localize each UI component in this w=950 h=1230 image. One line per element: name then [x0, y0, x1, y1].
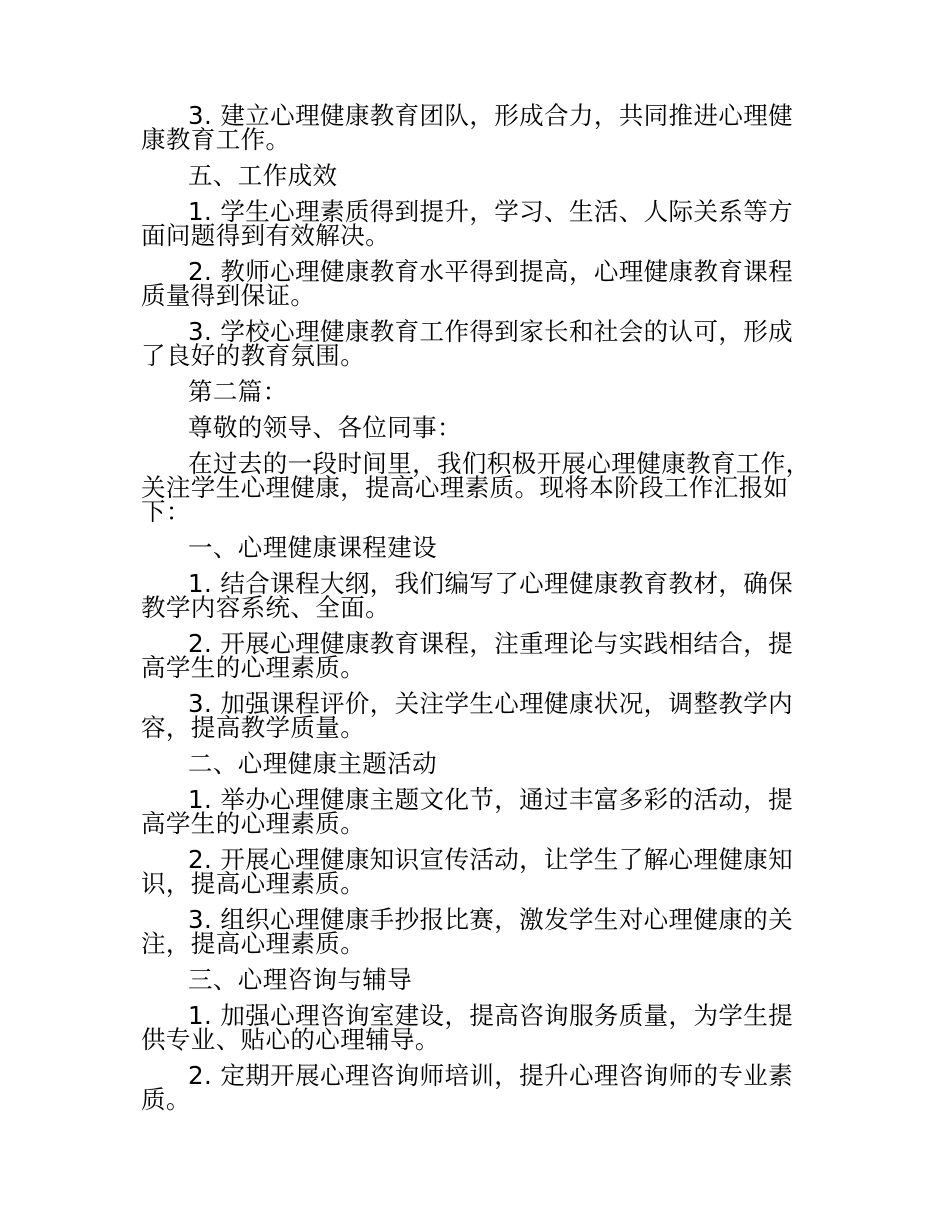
salutation: 尊敬的领导、各位同事：: [188, 413, 462, 442]
paragraph-counseling-1: 1. 加强心理咨询室建设，提高咨询服务质量，为学生提供专业、贴心的心理辅导。: [141, 1001, 794, 1054]
part-two-title: 第二篇：: [188, 377, 288, 406]
paragraph-student-quality: 1. 学生心理素质得到提升，学习、生活、人际关系等方面问题得到有效解决。: [141, 197, 794, 250]
document-body: [141, 101, 813, 1124]
paragraph-teacher-level: 2. 教师心理健康教育水平得到提高，心理健康教育课程质量得到保证。: [141, 257, 794, 310]
paragraph-intro: 在过去的一段时间里，我们积极开展心理健康教育工作，关注学生心理健康，提高心理素质。现将本阶段工作汇报如下：: [141, 449, 811, 526]
paragraph-school-recognition: 3. 学校心理健康教育工作得到家长和社会的认可，形成了良好的教育氛围。: [141, 317, 794, 370]
section-heading-curriculum: 一、心理健康课程建设: [188, 533, 437, 562]
section-heading-counseling: 三、心理咨询与辅导: [188, 965, 413, 994]
paragraph-team-building: 3. 建立心理健康教育团队，形成合力，共同推进心理健康教育工作。: [141, 101, 794, 154]
paragraph-curriculum-3: 3. 加强课程评价，关注学生心理健康状况，调整教学内容，提高教学质量。: [141, 689, 794, 742]
section-heading-results: 五、工作成效: [188, 161, 338, 190]
paragraph-curriculum-1: 1. 结合课程大纲，我们编写了心理健康教育教材，确保教学内容系统、全面。: [141, 569, 794, 622]
paragraph-activities-1: 1. 举办心理健康主题文化节，通过丰富多彩的活动，提高学生的心理素质。: [141, 785, 794, 838]
paragraph-activities-2: 2. 开展心理健康知识宣传活动，让学生了解心理健康知识，提高心理素质。: [141, 845, 794, 898]
section-heading-activities: 二、心理健康主题活动: [188, 749, 437, 778]
paragraph-counseling-2: 2. 定期开展心理咨询师培训，提升心理咨询师的专业素质。: [141, 1061, 794, 1114]
paragraph-curriculum-2: 2. 开展心理健康教育课程，注重理论与实践相结合，提高学生的心理素质。: [141, 629, 794, 682]
paragraph-activities-3: 3. 组织心理健康手抄报比赛，激发学生对心理健康的关注，提高心理素质。: [141, 905, 794, 958]
